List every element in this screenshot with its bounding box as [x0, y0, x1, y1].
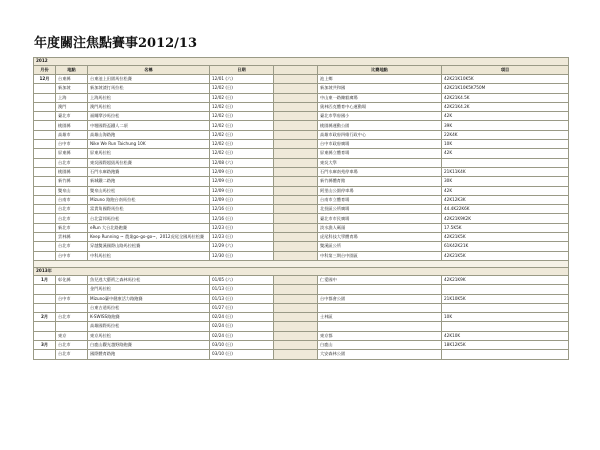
cell-gap	[274, 275, 318, 284]
table-row	[34, 294, 569, 303]
cell-venue: 阿里山公園停車場	[318, 186, 442, 195]
cell-items: 42K21K5K	[442, 251, 569, 260]
cell-name: 中科馬拉松	[88, 251, 210, 260]
cell-month	[34, 121, 56, 130]
cell-items: 42K21K4.2K	[442, 102, 569, 111]
cell-date: 12/09 (日)	[210, 186, 274, 195]
cell-gap	[274, 75, 318, 84]
cell-area: 台北市	[56, 313, 88, 322]
cell-month	[34, 233, 56, 242]
header-area: 地點	[56, 66, 88, 75]
header-name: 名稱	[88, 66, 210, 75]
cell-venue: 桃園縣運動公園	[318, 121, 442, 130]
table-row	[34, 313, 569, 322]
cell-date: 12/23 (日)	[210, 233, 274, 242]
table-row	[34, 102, 569, 111]
table-row	[34, 303, 569, 312]
cell-venue: 石門水庫南苑停車場	[318, 167, 442, 176]
cell-area: 彰化縣	[56, 275, 88, 284]
cell-venue: 東吳大學	[318, 158, 442, 167]
cell-area: 台中市	[56, 294, 88, 303]
cell-date: 02/24 (日)	[210, 331, 274, 340]
cell-gap	[274, 322, 318, 331]
cell-month	[34, 93, 56, 102]
cell-venue: 雙溪區公所	[318, 242, 442, 251]
cell-gap	[274, 242, 318, 251]
cell-area: 高雄市	[56, 130, 88, 139]
cell-name: Keep Running ~ 農業go-go-go~，2012虎尾全國馬拉松賽	[88, 233, 210, 242]
cell-area: 澳門	[56, 102, 88, 111]
spacer-cell	[34, 260, 569, 267]
header-row	[34, 66, 569, 75]
cell-date: 12/16 (日)	[210, 214, 274, 223]
cell-month: 3月	[34, 341, 56, 350]
cell-month	[34, 84, 56, 93]
table-row	[34, 93, 569, 102]
cell-month	[34, 294, 56, 303]
cell-gap	[274, 93, 318, 102]
cell-date: 12/02 (日)	[210, 121, 274, 130]
cell-name: 台東池上田園馬拉松賽	[88, 75, 210, 84]
cell-month	[34, 251, 56, 260]
cell-items: 42K21K4.5K	[442, 93, 569, 102]
cell-area: 雙泉山	[56, 186, 88, 195]
cell-items: 21K11K4K	[442, 167, 569, 176]
cell-month	[34, 158, 56, 167]
cell-venue: 新竹縣體育館	[318, 177, 442, 186]
cell-name: 東京馬拉松	[88, 331, 210, 340]
cell-month: 1月	[34, 275, 56, 284]
table-row	[34, 75, 569, 84]
cell-gap	[274, 294, 318, 303]
cell-area: 桃園縣	[56, 167, 88, 176]
cell-gap	[274, 214, 318, 223]
year-label: 2012	[34, 58, 569, 66]
cell-area: 雲林縣	[56, 233, 88, 242]
cell-date: 01/27 (日)	[210, 303, 274, 312]
cell-venue	[318, 322, 442, 331]
header-items: 項目	[442, 66, 569, 75]
cell-gap	[274, 341, 318, 350]
cell-date: 02/24 (日)	[210, 322, 274, 331]
cell-month	[34, 167, 56, 176]
cell-gap	[274, 158, 318, 167]
cell-venue: 大安森林公園	[318, 350, 442, 359]
table-row	[34, 112, 569, 121]
cell-name: Mizuno臺中健康活力路跑賽	[88, 294, 210, 303]
cell-venue: 北投區公所廣場	[318, 205, 442, 214]
cell-gap	[274, 205, 318, 214]
cell-name: 福爾摩沙馬拉松	[88, 112, 210, 121]
cell-area: 新竹縣	[56, 177, 88, 186]
cell-area: 新加坡	[56, 84, 88, 93]
cell-gap	[274, 167, 318, 176]
cell-venue: 奧林匹克體育中心運動場	[318, 102, 442, 111]
cell-items: 17.5K5K	[442, 223, 569, 232]
cell-items: 21K10K5K	[442, 294, 569, 303]
cell-date: 12/02 (日)	[210, 84, 274, 93]
cell-gap	[274, 251, 318, 260]
cell-date: 12/02 (日)	[210, 140, 274, 149]
cell-venue: 虎尾科技大學體育場	[318, 233, 442, 242]
cell-name: Mizuno 路跑台南馬拉松	[88, 195, 210, 204]
table-row	[34, 285, 569, 294]
table-row	[34, 167, 569, 176]
table-row	[34, 214, 569, 223]
cell-gap	[274, 102, 318, 111]
cell-month	[34, 102, 56, 111]
cell-items: 10K	[442, 140, 569, 149]
table-row	[34, 149, 569, 158]
cell-date: 12/09 (日)	[210, 195, 274, 204]
cell-date: 12/30 (日)	[210, 251, 274, 260]
table-row	[34, 242, 569, 251]
cell-items: 42K21K10K5K750M	[442, 84, 569, 93]
table-row	[34, 177, 569, 186]
cell-name: 石門水庫路跑賽	[88, 167, 210, 176]
cell-gap	[274, 84, 318, 93]
table-row	[34, 341, 569, 350]
cell-area: 台中市	[56, 251, 88, 260]
cell-month	[34, 303, 56, 312]
cell-month	[34, 223, 56, 232]
cell-date: 12/23 (日)	[210, 223, 274, 232]
cell-month	[34, 195, 56, 204]
cell-venue: 士林區	[318, 313, 442, 322]
cell-items: 42K	[442, 186, 569, 195]
year-label: 2013年	[34, 267, 569, 275]
cell-items: 42K	[442, 149, 569, 158]
table-row	[34, 121, 569, 130]
cell-month	[34, 177, 56, 186]
cell-name: 台東古道馬拉松	[88, 303, 210, 312]
cell-venue: 臺北市學府國小	[318, 112, 442, 121]
cell-area	[56, 285, 88, 294]
cell-area: 新北市	[56, 223, 88, 232]
cell-name: 富貴角國際馬拉松	[88, 205, 210, 214]
cell-venue: 中山東一路陳毅廣場	[318, 93, 442, 102]
cell-date: 12/02 (日)	[210, 149, 274, 158]
cell-date: 12/08 (六)	[210, 158, 274, 167]
cell-gap	[274, 223, 318, 232]
cell-name: 上海馬拉松	[88, 93, 210, 102]
cell-name: 魚兒逃大藝術之森林馬拉松	[88, 275, 210, 284]
cell-venue: 台中都會公園	[318, 294, 442, 303]
cell-month	[34, 350, 56, 359]
year-row	[34, 267, 569, 275]
cell-month	[34, 242, 56, 251]
cell-date: 01/13 (日)	[210, 285, 274, 294]
cell-area	[56, 303, 88, 312]
table-row	[34, 350, 569, 359]
cell-area: 東京	[56, 331, 88, 340]
cell-venue: 新加坡共和國	[318, 84, 442, 93]
cell-venue: 池上鄉	[318, 75, 442, 84]
cell-items: 61K42K21K	[442, 242, 569, 251]
table-row	[34, 84, 569, 93]
cell-date: 12/09 (日)	[210, 167, 274, 176]
cell-name: 台北富邦馬拉松	[88, 214, 210, 223]
cell-items: 42K21K9K	[442, 275, 569, 284]
cell-items: 30K	[442, 177, 569, 186]
events-table	[33, 57, 569, 360]
cell-area: 桃園縣	[56, 121, 88, 130]
cell-name: 中壢國際盃鐵人二項	[88, 121, 210, 130]
cell-name: 雙泉山馬拉松	[88, 186, 210, 195]
cell-month	[34, 140, 56, 149]
cell-area: 臺北市	[56, 112, 88, 121]
cell-area: 台北市	[56, 242, 88, 251]
cell-gap	[274, 149, 318, 158]
cell-gap	[274, 130, 318, 139]
cell-gap	[274, 195, 318, 204]
cell-month: 2月	[34, 313, 56, 322]
table-row	[34, 275, 569, 284]
cell-gap	[274, 121, 318, 130]
cell-gap	[274, 285, 318, 294]
cell-area: 台北市	[56, 350, 88, 359]
cell-date: 12/02 (日)	[210, 112, 274, 121]
cell-date: 12/09 (日)	[210, 177, 274, 186]
cell-name: 屏東馬拉松	[88, 149, 210, 158]
cell-month	[34, 322, 56, 331]
cell-items	[442, 350, 569, 359]
cell-items: 42K10K	[442, 331, 569, 340]
cell-gap	[274, 186, 318, 195]
cell-items: 39K	[442, 121, 569, 130]
page-title: 年度關注焦點賽事2012/13	[34, 36, 198, 51]
cell-name: 穿越雙溪國際山路馬拉松賽	[88, 242, 210, 251]
cell-venue: 白鹿山	[318, 341, 442, 350]
table-row	[34, 223, 569, 232]
cell-month	[34, 130, 56, 139]
year-row	[34, 58, 569, 66]
cell-area: 上海	[56, 93, 88, 102]
cell-venue: 高雄市政府四維行政中心	[318, 130, 442, 139]
cell-date: 12/29 (六)	[210, 242, 274, 251]
table-row	[34, 140, 569, 149]
cell-venue: 台南市立體育場	[318, 195, 442, 204]
cell-month: 12月	[34, 75, 56, 84]
cell-venue: 臺北市市民廣場	[318, 214, 442, 223]
cell-gap	[274, 303, 318, 312]
cell-area: 台北市	[56, 205, 88, 214]
cell-venue: 仁愛國中	[318, 275, 442, 284]
cell-name: 金門馬拉松	[88, 285, 210, 294]
cell-venue	[318, 303, 442, 312]
cell-name: Nike We Run Taichung 10K	[88, 140, 210, 149]
cell-gap	[274, 140, 318, 149]
cell-items	[442, 322, 569, 331]
cell-month	[34, 186, 56, 195]
table-row	[34, 186, 569, 195]
cell-items	[442, 285, 569, 294]
cell-area	[56, 322, 88, 331]
cell-items: 42K21K10K5K	[442, 75, 569, 84]
cell-gap	[274, 112, 318, 121]
cell-items: 42K21K5K	[442, 233, 569, 242]
cell-month	[34, 149, 56, 158]
table-row	[34, 195, 569, 204]
table-row	[34, 251, 569, 260]
cell-name: 澳門馬拉松	[88, 102, 210, 111]
cell-items: 42K21K9K2K	[442, 214, 569, 223]
cell-area: 台中市	[56, 140, 88, 149]
cell-venue: 台中市政府廣場	[318, 140, 442, 149]
cell-items	[442, 158, 569, 167]
cell-venue: 中科第三期台中園區	[318, 251, 442, 260]
cell-gap	[274, 350, 318, 359]
cell-items: 42K12K3K	[442, 195, 569, 204]
cell-date: 12/02 (日)	[210, 93, 274, 102]
table-row	[34, 322, 569, 331]
cell-area: 台北市	[56, 158, 88, 167]
cell-name: 高雄山海路跑	[88, 130, 210, 139]
cell-name: 國際體育路跑	[88, 350, 210, 359]
cell-name: 新加坡渣打馬拉松	[88, 84, 210, 93]
cell-name: 高雄國際馬拉松	[88, 322, 210, 331]
cell-date: 03/10 (日)	[210, 341, 274, 350]
cell-name: 東吳國際超級馬拉松賽	[88, 158, 210, 167]
cell-date: 12/16 (日)	[210, 205, 274, 214]
cell-area: 台北市	[56, 341, 88, 350]
cell-venue: 東京都	[318, 331, 442, 340]
cell-month	[34, 112, 56, 121]
cell-month	[34, 285, 56, 294]
header-month: 月份	[34, 66, 56, 75]
cell-gap	[274, 177, 318, 186]
cell-gap	[274, 233, 318, 242]
cell-venue	[318, 285, 442, 294]
cell-date: 02/24 (日)	[210, 313, 274, 322]
cell-items: 22K4K	[442, 130, 569, 139]
cell-items: 10K	[442, 313, 569, 322]
cell-area: 台北市	[56, 214, 88, 223]
cell-area: 台東縣	[56, 75, 88, 84]
cell-items: 18K12K5K	[442, 341, 569, 350]
table-row	[34, 205, 569, 214]
cell-area: 屏東縣	[56, 149, 88, 158]
cell-month	[34, 331, 56, 340]
cell-date: 03/10 (日)	[210, 350, 274, 359]
cell-date: 12/01 (六)	[210, 75, 274, 84]
cell-month	[34, 214, 56, 223]
cell-date: 01/05 (六)	[210, 275, 274, 284]
cell-items: 42K	[442, 112, 569, 121]
table-row	[34, 233, 569, 242]
cell-name: 新城鐵二路跑	[88, 177, 210, 186]
cell-month	[34, 205, 56, 214]
table-row	[34, 331, 569, 340]
cell-gap	[274, 331, 318, 340]
cell-items: 44.4K22K6K	[442, 205, 569, 214]
cell-gap	[274, 313, 318, 322]
spacer-row	[34, 260, 569, 267]
cell-date: 12/02 (日)	[210, 130, 274, 139]
cell-name: eRun 大台北路跑賽	[88, 223, 210, 232]
cell-name: 白鹿山觀光越野路跑賽	[88, 341, 210, 350]
header-date: 日期	[210, 66, 274, 75]
table-row	[34, 130, 569, 139]
cell-venue: 屏東縣立體育場	[318, 149, 442, 158]
header-venue: 比賽地點	[318, 66, 442, 75]
header-gap	[274, 66, 318, 75]
cell-area: 台南市	[56, 195, 88, 204]
cell-date: 01/13 (日)	[210, 294, 274, 303]
cell-venue: 淡水漁人碼頭	[318, 223, 442, 232]
table-row	[34, 158, 569, 167]
cell-items	[442, 303, 569, 312]
cell-name: K-SWISS路跑賽	[88, 313, 210, 322]
cell-date: 12/02 (日)	[210, 102, 274, 111]
